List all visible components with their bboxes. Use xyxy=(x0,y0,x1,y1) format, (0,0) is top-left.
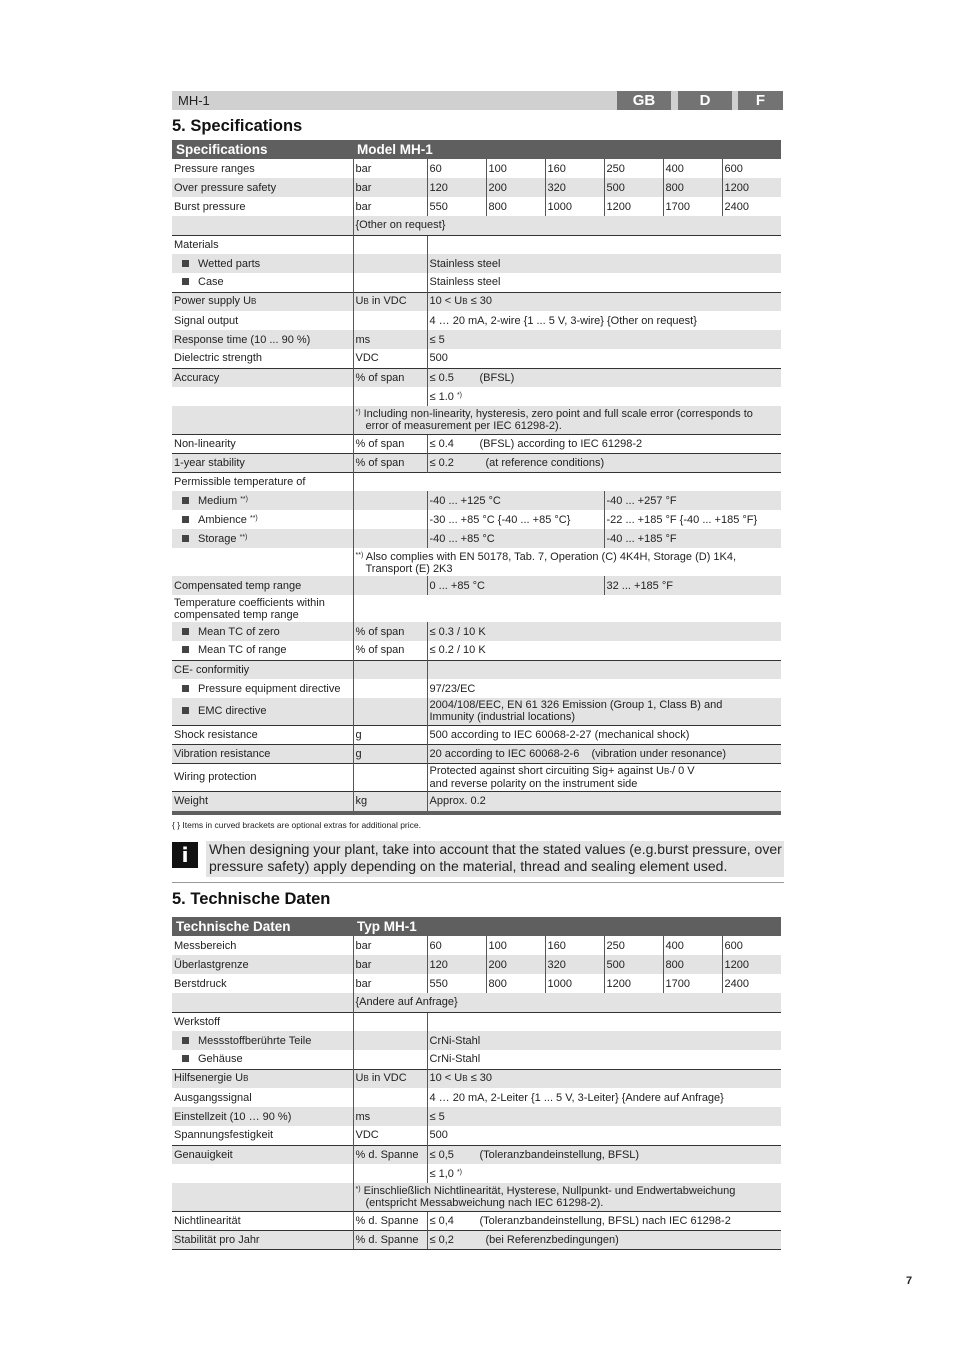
table-row: Ausgangssignal 4 … 20 mA, 2-Leiter {1 ... 5 V, 3-Leiter} {Andere auf Anfrage} xyxy=(172,1088,781,1107)
table-row: Mean TC of range % of span ≤ 0.2 / 10 K xyxy=(172,641,781,660)
table-row: Shock resistance g 500 according to IEC 60068-2-27 (mechanical shock) xyxy=(172,725,781,744)
table-row: Burst pressure bar 550 800 1000 1200 1700 2400 xyxy=(172,197,781,216)
bullet-icon xyxy=(182,1055,189,1062)
header-bar xyxy=(172,91,783,110)
table-row: {Andere auf Anfrage} xyxy=(172,993,781,1012)
table-row: Power supply UB UB in VDC 10 < UB ≤ 30 xyxy=(172,292,781,311)
table-row: Pressure ranges bar 60 100 160 250 400 600 xyxy=(172,159,781,178)
table-row: EMC directive 2004/108/EEC, EN 61 326 Emission (Group 1, Class B) and Immunity (industrial locations) xyxy=(172,698,781,725)
info-icon: i xyxy=(172,842,198,868)
table-row: Signal output 4 … 20 mA, 2-wire {1 ... 5 V, 3-wire} {Other on request} xyxy=(172,311,781,330)
page-number: 7 xyxy=(906,1275,913,1287)
table-row: ≤ 1.0 *) xyxy=(172,387,781,406)
bullet-icon xyxy=(182,646,189,653)
bullet-icon xyxy=(182,628,189,635)
bullet-icon xyxy=(182,685,189,692)
bullet-icon xyxy=(182,278,189,285)
bullet-icon xyxy=(182,516,189,523)
spec-table-de xyxy=(172,917,781,1250)
table-row: Compensated temp range 0 ... +85 °C 32 ... +185 °F xyxy=(172,576,781,595)
table-row: Vibration resistance g 20 according to IEC 60068-2-6 (vibration under resonance) xyxy=(172,744,781,763)
table-row: Permissible temperature of xyxy=(172,472,781,491)
table-row: Materials xyxy=(172,235,781,254)
model-name: MH-1 xyxy=(178,93,210,108)
table-row: Pressure equipment directive 97/23/EC xyxy=(172,679,781,698)
table-row: Case Stainless steel xyxy=(172,273,781,292)
table-row: Wiring protection Protected against short circuiting Sig+ against UB-/ 0 V and reverse polarity on the instrument side xyxy=(172,763,781,791)
lang-tab-d[interactable]: D xyxy=(678,91,732,110)
table-row: Einstellzeit (10 … 90 %) ms ≤ 5 xyxy=(172,1107,781,1126)
bullet-icon xyxy=(182,260,189,267)
table-row: Wetted parts Stainless steel xyxy=(172,254,781,273)
table-row: Storage **) -40 ... +85 °C -40 ... +185 °F xyxy=(172,529,781,548)
table-row: Mean TC of zero % of span ≤ 0.3 / 10 K xyxy=(172,622,781,641)
section-title-en: 5. Specifications xyxy=(172,117,303,135)
table-row: Temperature coefficients within compensated temp range xyxy=(172,595,781,622)
table-row: Werkstoff xyxy=(172,1012,781,1031)
lang-tab-f[interactable]: F xyxy=(738,91,783,110)
table-row: {Other on request} xyxy=(172,216,781,235)
table-header-model: Model MH-1 xyxy=(353,140,781,159)
table-row: Hilfsenergie UB UB in VDC 10 < UB ≤ 30 xyxy=(172,1069,781,1088)
table-header-model: Typ MH-1 xyxy=(353,917,781,936)
table-row: ≤ 1,0 *) xyxy=(172,1164,781,1183)
table-row: *) Einschließlich Nichtlinearität, Hysterese, Nullpunkt- und Endwertabweichung (entspricht Messabweichung nach IEC 61298-2). xyxy=(172,1183,781,1211)
info-text: When designing your plant, take into account that the stated values (e.g.burst pressure, over pressure safety) apply depending on the material, thread and sealing element used. xyxy=(206,841,784,877)
table-row: Überlastgrenze bar 120 200 320 500 800 1200 xyxy=(172,955,781,974)
table-row: Weight kg Approx. 0.2 xyxy=(172,791,781,813)
footnote: { } Items in curved brackets are optional extras for additional price. xyxy=(172,820,421,830)
table-row: Berstdruck bar 550 800 1000 1200 1700 2400 xyxy=(172,974,781,993)
table-row: Accuracy % of span ≤ 0.5 (BFSL) xyxy=(172,368,781,387)
section-title-de: 5. Technische Daten xyxy=(172,890,331,908)
table-row: Messstoffberührte Teile CrNi-Stahl xyxy=(172,1031,781,1050)
table-row: Genauigkeit % d. Spanne ≤ 0,5 (Toleranzbandeinstellung, BFSL) xyxy=(172,1145,781,1164)
lang-tab-gb[interactable]: GB xyxy=(617,91,671,110)
table-header-label: Specifications xyxy=(172,140,353,159)
table-row: *) Including non-linearity, hysteresis, zero point and full scale error (corresponds to error of measurement per IEC 61298-2). xyxy=(172,406,781,434)
bullet-icon xyxy=(182,535,189,542)
table-row: Messbereich bar 60 100 160 250 400 600 xyxy=(172,936,781,955)
table-row: Non-linearity % of span ≤ 0.4 (BFSL) according to IEC 61298-2 xyxy=(172,434,781,453)
table-row: Stabilität pro Jahr % d. Spanne ≤ 0,2 (bei Referenzbedingungen) xyxy=(172,1230,781,1249)
bullet-icon xyxy=(182,497,189,504)
spec-table-en xyxy=(172,140,781,815)
table-row: 1-year stability % of span ≤ 0.2 (at reference conditions) xyxy=(172,453,781,472)
table-row: Medium **) -40 ... +125 °C -40 ... +257 °F xyxy=(172,491,781,510)
table-row: Nichtlinearität % d. Spanne ≤ 0,4 (Toleranzbandeinstellung, BFSL) nach IEC 61298-2 xyxy=(172,1211,781,1230)
table-row: CE- conformitiy xyxy=(172,660,781,679)
table-row: **) Also complies with EN 50178, Tab. 7, Operation (C) 4K4H, Storage (D) 1K4, Transport (E) 2K3 xyxy=(172,548,781,576)
table-header-label: Technische Daten xyxy=(172,917,353,936)
table-row: Over pressure safety bar 120 200 320 500 800 1200 xyxy=(172,178,781,197)
table-row: Dielectric strength VDC 500 xyxy=(172,349,781,368)
table-row: Spannungsfestigkeit VDC 500 xyxy=(172,1126,781,1145)
info-box xyxy=(172,841,784,883)
bullet-icon xyxy=(182,1037,189,1044)
table-row: Response time (10 ... 90 %) ms ≤ 5 xyxy=(172,330,781,349)
table-row: Gehäuse CrNi-Stahl xyxy=(172,1050,781,1069)
bullet-icon xyxy=(182,707,189,714)
table-row: Ambience **) -30 ... +85 °C {-40 ... +85 °C} -22 ... +185 °F {-40 ... +185 °F} xyxy=(172,510,781,529)
